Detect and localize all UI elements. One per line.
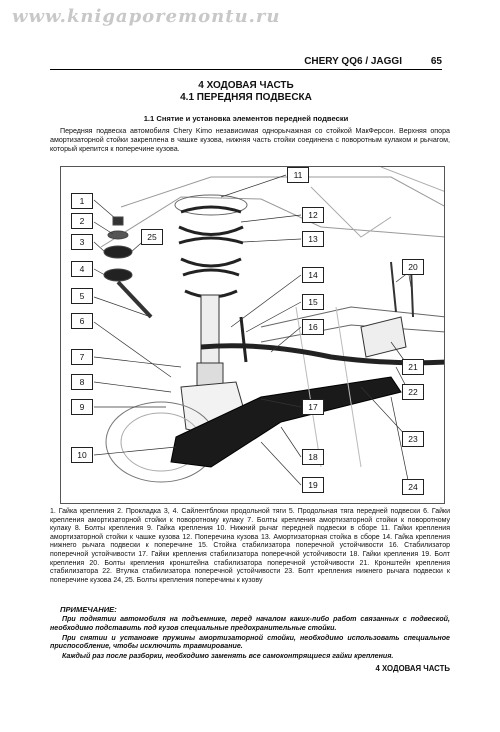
callout-23: 23 [402,431,424,447]
intro-text: Передняя подвеска автомобиля Chery Kimo независимая однорычажная со стойкой МакФерсон. Верхняя опора амортизаторной стойки закреплена в чашке кузова, нижняя часть стойки соединена с поворотным кулаком и рычагом, который крепится к поперечине кузова. [50,127,450,154]
section-title: 1.1 Снятие и установка элементов передней подвески [143,114,349,123]
callout-11: 11 [287,167,309,183]
callout-17: 17 [302,399,324,415]
callout-25: 25 [141,229,163,245]
callout-7: 7 [71,349,93,365]
callout-13: 13 [302,231,324,247]
callout-8: 8 [71,374,93,390]
callout-15: 15 [302,294,324,310]
callout-24: 24 [402,479,424,495]
model-title: CHERY QQ6 / JAGGI [304,56,402,67]
callout-6: 6 [71,313,93,329]
footer-chapter: 4 ХОДОВАЯ ЧАСТЬ [375,664,450,673]
page-number: 65 [430,56,442,67]
chapter-subtitle: 4.1 ПЕРЕДНЯЯ ПОДВЕСКА [180,92,312,103]
callout-14: 14 [302,267,324,283]
callout-10: 10 [71,447,93,463]
intro-paragraph [50,127,450,155]
callout-9: 9 [71,399,93,415]
callout-18: 18 [302,449,324,465]
note-title: ПРИМЕЧАНИЕ: [60,605,117,614]
watermark: www.knigaporemontu.ru [12,6,281,27]
callout-4: 4 [71,261,93,277]
callout-1: 1 [71,193,93,209]
callout-5: 5 [71,288,93,304]
callout-19: 19 [302,477,324,493]
callout-21: 21 [402,359,424,375]
suspension-drawing [61,167,445,504]
notes-block [50,615,450,662]
note-item: При снятии и установке пружины амортизаторной стойки, необходимо использовать специальное приспособление, чтобы исключить травмирование. [50,633,450,651]
callout-20: 20 [402,259,424,275]
callout-16: 16 [302,319,324,335]
note-item: При поднятии автомобиля на подъемнике, перед началом каких-либо работ связанных с подвеской, необходимо подставить под кузов специальные предохранительные стойки. [50,615,450,632]
chapter-title: 4 ХОДОВАЯ ЧАСТЬ [198,80,294,91]
note-item: Каждый раз после разборки, необходимо заменять все самоконтрящиеся гайки крепления. [62,652,394,661]
figure-legend: 1. Гайка крепления 2. Прокладка 3, 4. Сайлентблоки продольной тяги 5. Продольная тяга передней подвески 6. Гайки крепления амортизаторной стойки к поворотному кулаку 7. Болты крепления амортизаторной стойки к поворотному кулаку 8. Болты крепления 9. Гайка крепления 10. Нижний рычаг передней подвески в сборе 11. Гайки крепления амортизаторной стойки к чашке кузова 12. Поперечина кузова 13. Амортизаторная стойка в сборе 14. Гайка крепления нижнего рычага подвески к поперечине 15. Стойка стабилизатора поперечной устойчивости 16. Стабилизатор поперечной устойчивости 17. Гайки крепления стабилизатора поперечной устойчивости 18. Гайки крепления 19. Болт крепления 20. Болты крепления кронштейна стабилизатора поперечной устойчивости 21. Кронштейн крепления стабилизатора 22. Втулка стабилизатора поперечной устойчивости 23. Болт крепления нижнего рычага подвески к поперечине кузова 24, 25. Болты крепления поперечины к кузову [50,508,450,584]
page-header [50,56,442,70]
callout-3: 3 [71,234,93,250]
callout-12: 12 [302,207,324,223]
suspension-diagram [60,166,445,504]
callout-22: 22 [402,384,424,400]
callout-2: 2 [71,213,93,229]
